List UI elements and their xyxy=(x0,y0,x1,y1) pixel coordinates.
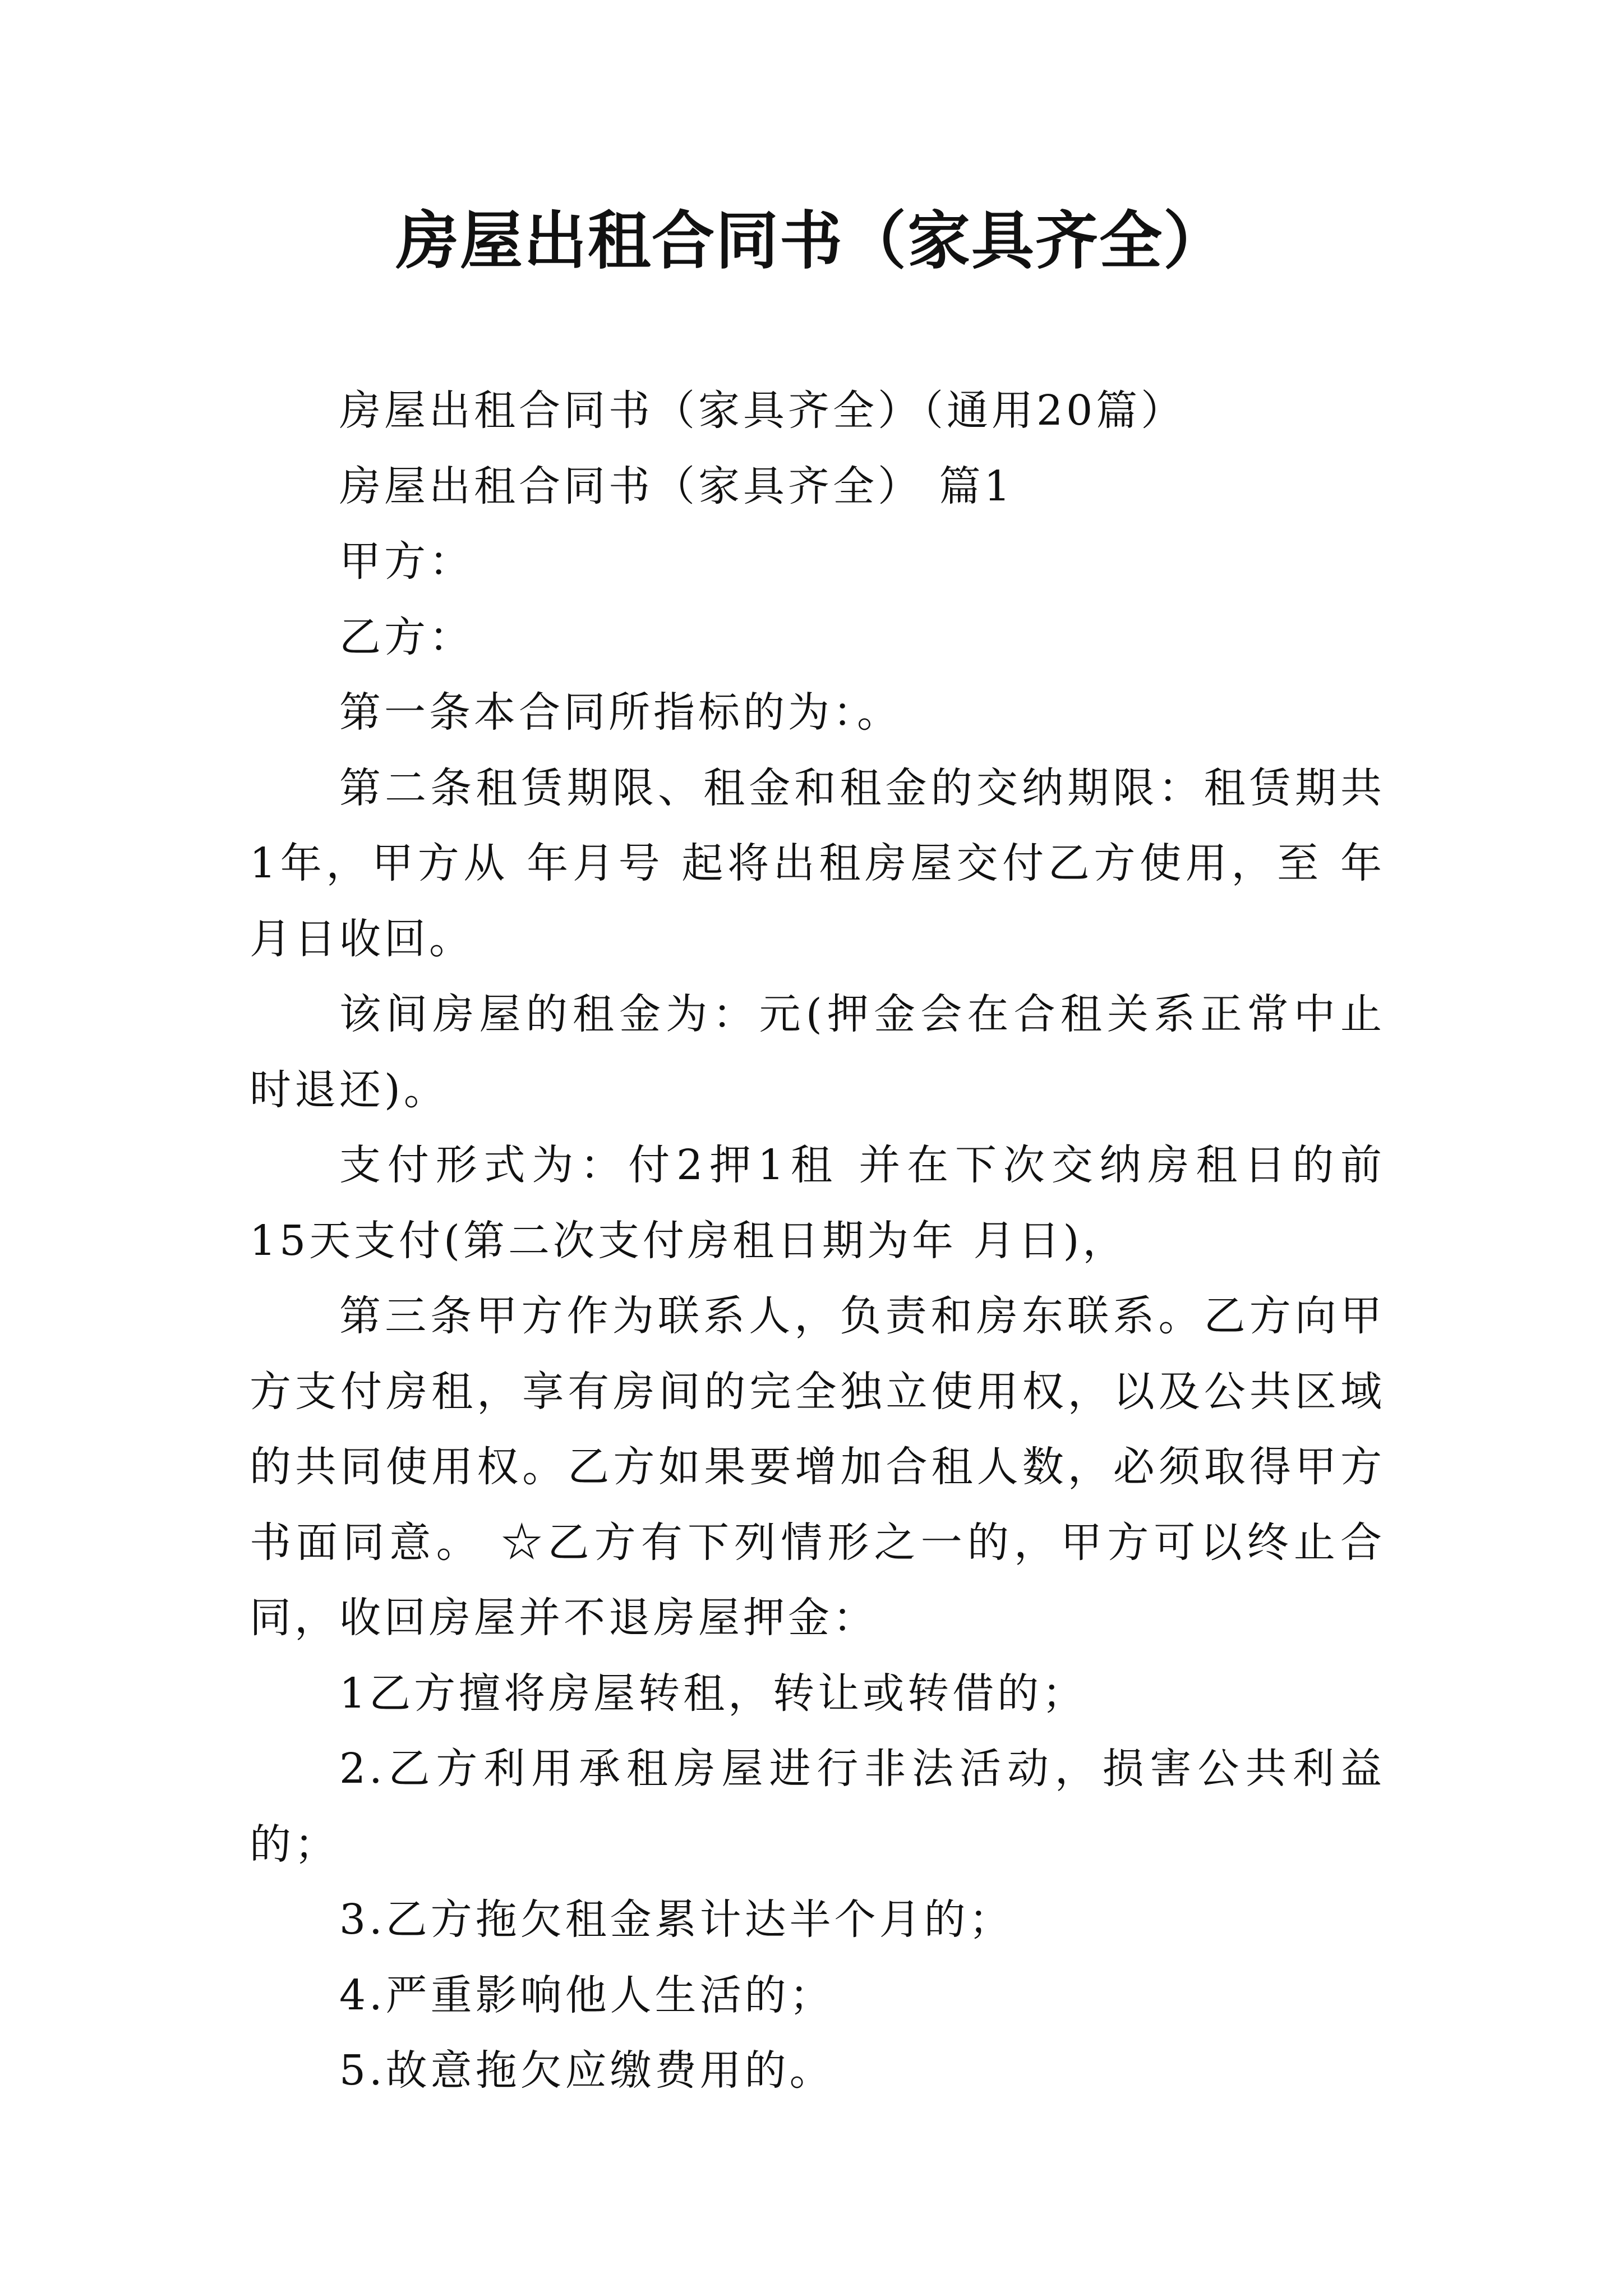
paragraph-party-a: 甲方： xyxy=(339,537,474,586)
paragraph-section-heading: 房屋出租合同书（家具齐全） 篇1 xyxy=(339,462,1014,510)
paragraph-collection-title: 房屋出租合同书（家具齐全）（通用20篇） xyxy=(339,386,1186,435)
paragraph-rent-amount: 该间房屋的租金为：元(押金会在合租关系正常中止时退还)。 xyxy=(250,990,1385,1114)
paragraph-article-2: 第二条租赁期限、租金和租金的交纳期限：租赁期共1年，甲方从 年月号 起将出租房屋交付乙方使用，至 年月日收回。 xyxy=(250,763,1385,963)
paragraph-article-1: 第一条本合同所指标的为：。 xyxy=(339,688,902,737)
list-item-4: 4.严重影响他人生活的； xyxy=(339,1971,834,2019)
list-item-3: 3.乙方拖欠租金累计达半个月的； xyxy=(339,1895,1014,1944)
document-title: 房屋出租合同书（家具齐全） xyxy=(396,204,1227,278)
paragraph-payment-method: 支付形式为：付2押1租 并在下次交纳房租日的前 15天支付(第二次支付房租日期为年 月日)， xyxy=(250,1141,1385,1265)
paragraph-party-b: 乙方： xyxy=(339,613,474,661)
list-item-2: 2.乙方利用承租房屋进行非法活动，损害公共利益的； xyxy=(250,1745,1385,1869)
list-item-1: 1乙方擅将房屋转租，转让或转借的； xyxy=(339,1669,1087,1718)
paragraph-article-3: 第三条甲方作为联系人，负责和房东联系。乙方向甲方支付房租，享有房间的完全独立使用权，以及公共区域的共同使用权。乙方如果要增加合租人数，必须取得甲方书面同意。 ☆乙方有下列情形之一的，甲方可以终止合同，收回房屋并不退房屋押金： xyxy=(250,1292,1385,1642)
list-item-5: 5.故意拖欠应缴费用的。 xyxy=(339,2046,834,2095)
document-body xyxy=(250,373,1385,2109)
